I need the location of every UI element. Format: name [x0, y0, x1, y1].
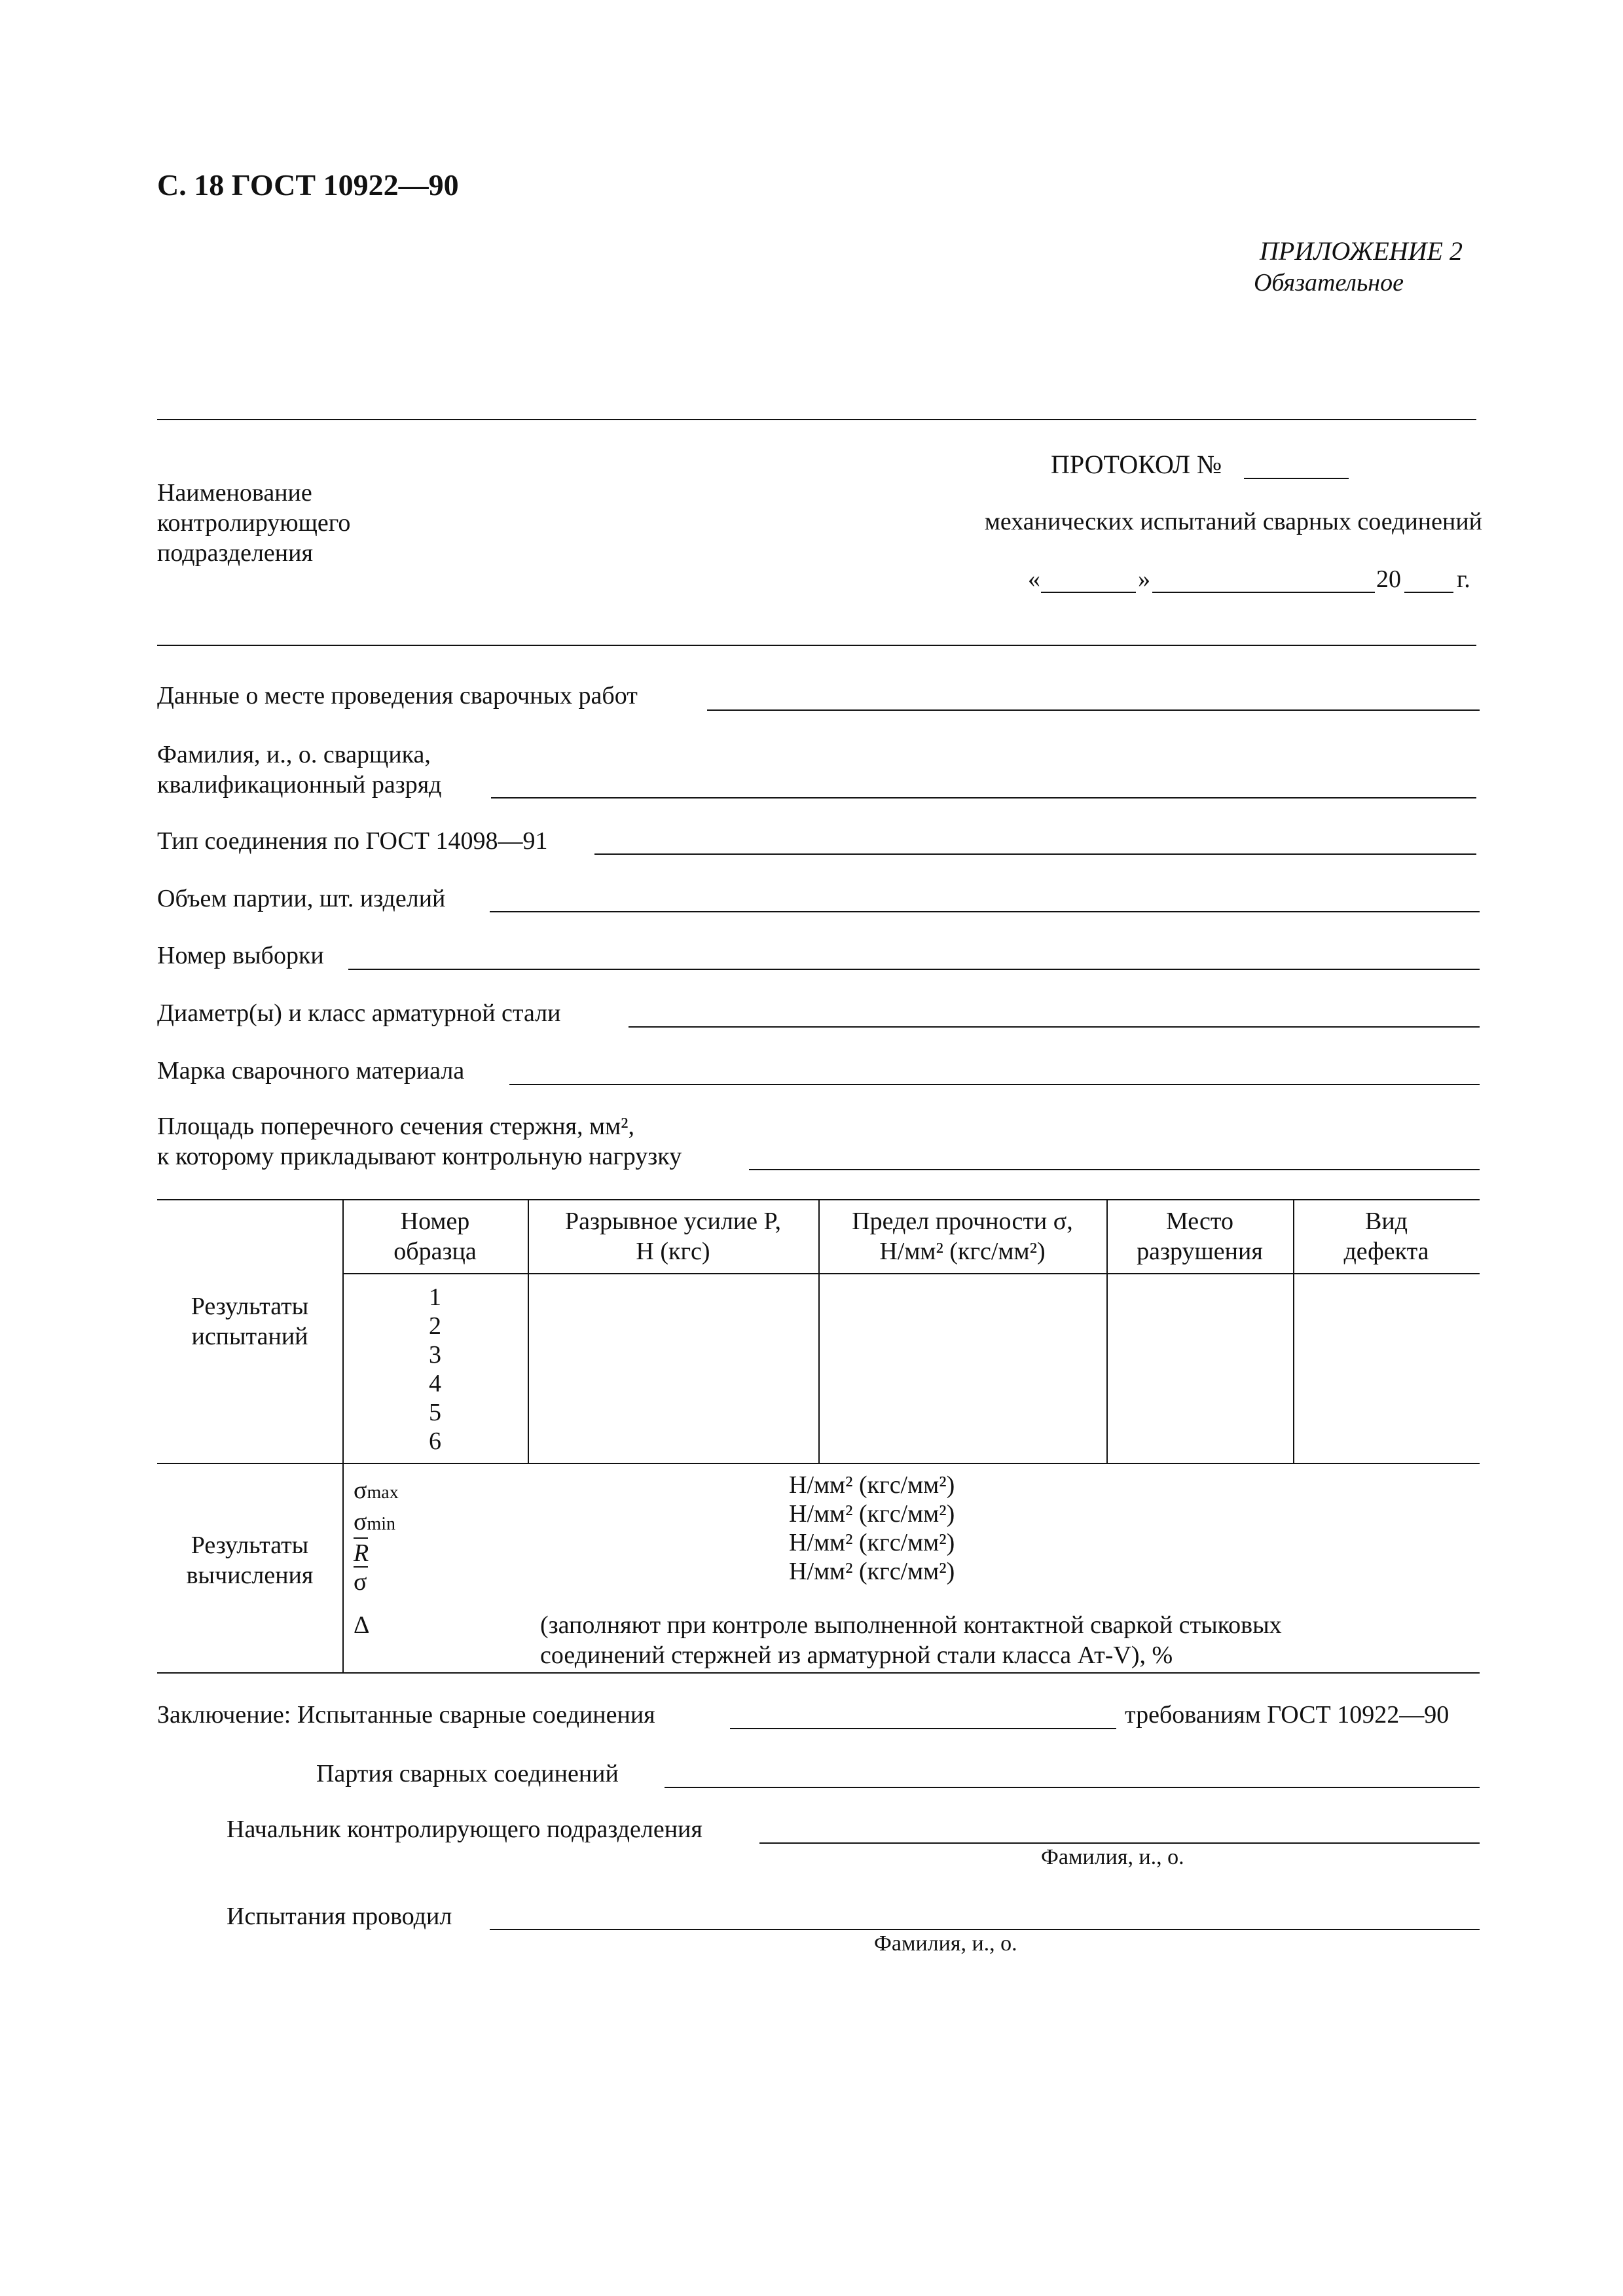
field-label-joint-type: Тип соединения по ГОСТ 14098—91 [157, 827, 548, 855]
sample-number: 2 [429, 1312, 441, 1340]
field-label-rebar-diameter: Диаметр(ы) и класс арматурной стали [157, 999, 561, 1027]
tester-name-caption: Фамилия, и., о. [874, 1931, 1017, 1956]
field-label-work-site: Данные о месте проведения сварочных работ [157, 682, 638, 709]
header-line: дефекта [1343, 1238, 1429, 1265]
unit: Н/мм² (кгс/мм²) [789, 1558, 955, 1585]
date-year-suffix: г. [1457, 565, 1470, 593]
sample-number: 4 [429, 1370, 441, 1397]
symbol-sigma-deviation [354, 1568, 399, 1596]
header-line: Место [1165, 1208, 1234, 1235]
sample-number: 1 [429, 1283, 441, 1311]
defect-type-cell[interactable] [1294, 1274, 1478, 1462]
header-line: Н (кгс) [636, 1238, 710, 1265]
calc-row-label [157, 1530, 342, 1590]
field-input-sample-number[interactable] [348, 969, 1480, 970]
calc-symbol-list [354, 1476, 399, 1596]
header-line: образца [393, 1238, 477, 1265]
symbol-sigma-max [354, 1476, 399, 1507]
fracture-location-cell[interactable] [1108, 1274, 1292, 1462]
breaking-force-cell[interactable] [529, 1274, 817, 1462]
delta-symbol: Δ [354, 1611, 370, 1639]
symbol: σ [354, 1568, 367, 1596]
sample-number: 6 [429, 1427, 441, 1455]
label-line: вычисления [186, 1562, 314, 1589]
tester-signature-field[interactable] [490, 1929, 1480, 1930]
field-label-control-load: к которому прикладывают контрольную нагрузку [157, 1143, 682, 1170]
top-rule [157, 419, 1476, 420]
unit: Н/мм² (кгс/мм²) [789, 1529, 955, 1556]
delta-note-line1: (заполняют при контроле выполненной контактной сваркой стыковых [540, 1611, 1282, 1639]
field-input-work-site[interactable] [707, 709, 1480, 711]
protocol-number-field[interactable] [1244, 478, 1349, 479]
table-header-tensile-strength [818, 1206, 1106, 1266]
table-header-breaking-force [528, 1206, 818, 1266]
header-line: Разрывное усилие P, [565, 1208, 781, 1235]
table-header-sample-no [342, 1206, 528, 1266]
label-line: Результаты [191, 1532, 309, 1559]
org-label-line: подразделения [157, 539, 313, 567]
appendix-status: Обязательное [1253, 269, 1404, 296]
symbol-r-mean [354, 1539, 399, 1568]
page-header: С. 18 ГОСТ 10922—90 [157, 168, 459, 202]
calc-unit-list [789, 1471, 955, 1586]
date-open-quote: « [1028, 565, 1040, 593]
field-label-welder-grade: квалификационный разряд [157, 771, 442, 798]
field-input-welder[interactable] [491, 797, 1476, 798]
table-mid-rule [157, 1463, 1480, 1464]
symbol: σ [354, 1477, 367, 1504]
sample-number: 3 [429, 1341, 441, 1369]
date-month-field[interactable] [1152, 592, 1375, 593]
label-line: Результаты [191, 1293, 309, 1320]
head-name-caption: Фамилия, и., о. [1041, 1845, 1184, 1869]
protocol-title: ПРОТОКОЛ № [1051, 450, 1222, 479]
field-label-cross-section: Площадь поперечного сечения стержня, мм², [157, 1113, 635, 1140]
delta-note-line2: соединений стержней из арматурной стали класса Ат-V), % [540, 1641, 1173, 1669]
field-input-welding-material[interactable] [509, 1084, 1480, 1085]
batch-decision-field[interactable] [665, 1787, 1480, 1788]
header-line: Номер [400, 1208, 470, 1235]
symbol: σ [354, 1508, 367, 1535]
table-header-fracture-location [1106, 1206, 1293, 1266]
header-line: разрушения [1137, 1238, 1263, 1265]
tester-signature-label: Испытания проводил [227, 1903, 452, 1930]
appendix-title: ПРИЛОЖЕНИЕ 2 [1260, 236, 1463, 266]
batch-label: Партия сварных соединений [316, 1760, 619, 1787]
field-label-welder-name: Фамилия, и., о. сварщика, [157, 741, 431, 768]
sample-number: 5 [429, 1399, 441, 1426]
symbol: R [354, 1539, 369, 1567]
sample-number-list [342, 1283, 528, 1456]
unit: Н/мм² (кгс/мм²) [789, 1471, 955, 1499]
date-day-field[interactable] [1041, 592, 1136, 593]
org-label-line: Наименование [157, 479, 312, 507]
org-label-line: контролирующего [157, 509, 351, 537]
field-input-batch-volume[interactable] [490, 911, 1480, 912]
field-input-rebar-diameter[interactable] [629, 1026, 1480, 1028]
table-header-defect-type [1293, 1206, 1480, 1266]
date-close-quote: » [1138, 565, 1150, 593]
header-line: Вид [1364, 1208, 1408, 1235]
unit: Н/мм² (кгс/мм²) [789, 1500, 955, 1528]
field-label-welding-material: Марка сварочного материала [157, 1057, 465, 1085]
org-name-label [157, 478, 350, 568]
symbol-subscript: min [367, 1514, 396, 1534]
protocol-subtitle: механических испытаний сварных соединений [984, 508, 1482, 535]
field-label-sample-number: Номер выборки [157, 942, 324, 969]
symbol-sigma-min [354, 1507, 399, 1539]
header-line: Предел прочности σ, [852, 1208, 1073, 1235]
header-line: Н/мм² (кгс/мм²) [879, 1238, 1046, 1265]
field-label-batch-volume: Объем партии, шт. изделий [157, 885, 446, 912]
field-input-cross-section[interactable] [749, 1169, 1480, 1170]
label-line: испытаний [191, 1323, 308, 1350]
results-row-label [157, 1291, 342, 1352]
table-bottom-rule [157, 1672, 1480, 1674]
conclusion-prefix: Заключение: Испытанные сварные соединения [157, 1701, 655, 1729]
conclusion-result-field[interactable] [730, 1728, 1116, 1729]
head-signature-field[interactable] [759, 1842, 1480, 1844]
conclusion-suffix: требованиям ГОСТ 10922—90 [1125, 1701, 1450, 1729]
date-year-field[interactable] [1404, 592, 1453, 593]
head-signature-label: Начальник контролирующего подразделения [227, 1816, 702, 1843]
date-year-prefix: 20 [1376, 565, 1401, 593]
symbol-subscript: max [367, 1482, 399, 1503]
field-input-joint-type[interactable] [594, 853, 1476, 855]
section-rule [157, 645, 1476, 646]
tensile-strength-cell[interactable] [820, 1274, 1105, 1462]
